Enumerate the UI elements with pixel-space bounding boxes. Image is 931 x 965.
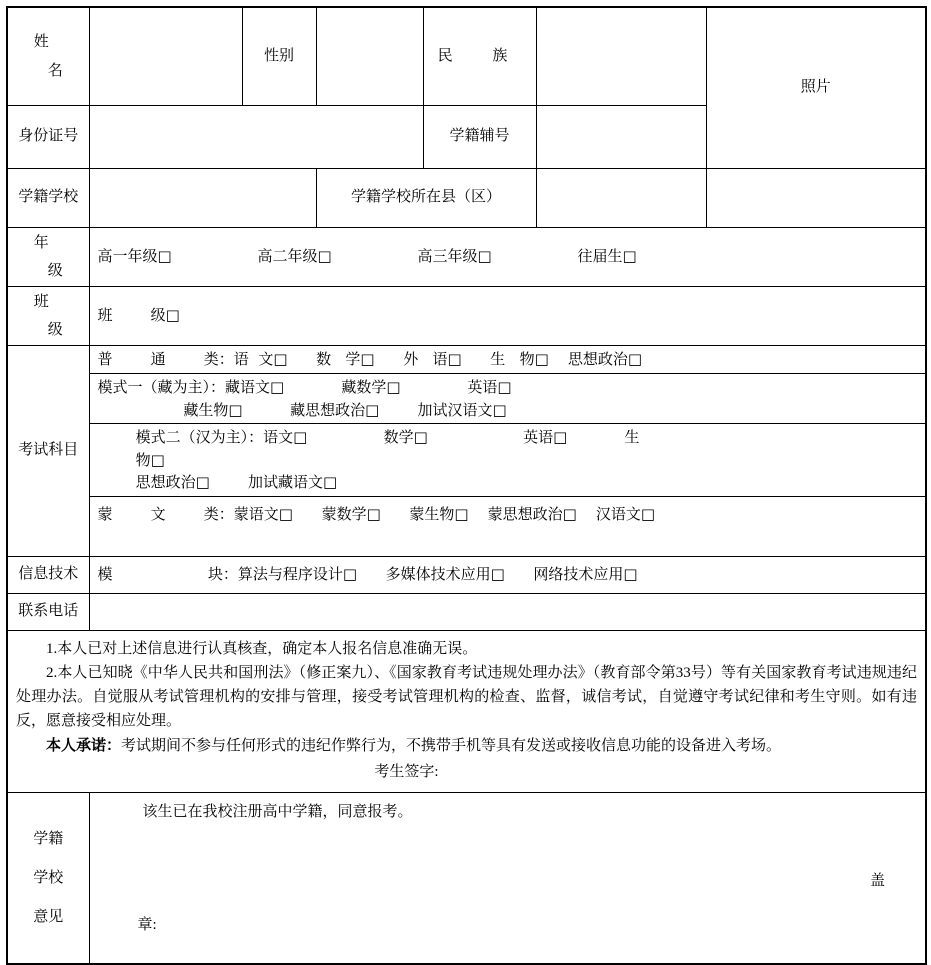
subjects-mode1-line2[interactable]: 藏生物□ 藏思想政治□ 加试汉语文□ xyxy=(97,400,507,419)
row-school-opinion xyxy=(7,793,926,965)
label-infotech: 信息技术 xyxy=(7,556,89,593)
label-ethnicity: 民 族 xyxy=(423,7,536,106)
subjects-general[interactable] xyxy=(89,346,926,374)
row-subjects-general xyxy=(7,346,926,374)
notice-pledge-text: 考试期间不参与任何形式的违纪作弊行为，不携带手机等具有发送或接收信息功能的设备进入考场。 xyxy=(121,737,782,754)
label-school-opinion-line2: 学校 xyxy=(33,869,64,886)
label-school: 学籍学校 xyxy=(7,169,89,228)
label-school-opinion-line3: 意见 xyxy=(33,908,64,925)
row-subjects-mode2 xyxy=(7,424,926,497)
row-class xyxy=(7,287,926,346)
signature-label[interactable]: 考生签字: xyxy=(374,763,439,780)
subjects-mongolian-line[interactable]: 蒙 文 类：蒙语文□ 蒙数学□ 蒙生物□ 蒙思想政治□ 汉语文□ xyxy=(97,504,656,523)
label-name: 姓 名 xyxy=(7,7,89,106)
row-school-county xyxy=(7,169,926,228)
seal-label-part2: 章: xyxy=(137,917,157,934)
photo-spacer xyxy=(706,169,926,228)
row-name-gender-ethnicity xyxy=(7,7,926,106)
grade-options[interactable] xyxy=(89,228,926,287)
field-student-id-value[interactable] xyxy=(536,106,706,169)
label-grade: 年 级 xyxy=(7,228,89,287)
field-county-value[interactable] xyxy=(536,169,706,228)
subjects-general-line[interactable]: 普 通 类：语 文□ 数 学□ 外 语□ 生 物□ 思想政治□ xyxy=(97,349,642,368)
subjects-mode2-line1[interactable]: 模式二（汉为主）：语文□ 数学□ 英语□ 生 xyxy=(97,428,640,446)
field-name-value[interactable] xyxy=(89,7,242,106)
row-phone xyxy=(7,593,926,630)
subjects-mode1-line1[interactable]: 模式一（藏为主）：藏语文□ 藏数学□ 英语□ xyxy=(97,378,512,396)
row-subjects-mode1 xyxy=(7,374,926,424)
class-options[interactable] xyxy=(89,287,926,346)
school-opinion-body[interactable] xyxy=(89,793,926,965)
row-subjects-mongolian xyxy=(7,496,926,556)
notice-pledge xyxy=(16,734,917,758)
label-gender: 性别 xyxy=(242,7,316,106)
row-grade xyxy=(7,228,926,287)
label-student-id: 学籍辅号 xyxy=(423,106,536,169)
subjects-mode2-line2[interactable]: 物□ xyxy=(97,450,165,469)
notice-item-1: 1.本人已对上述信息进行认真核查，确定本人报名信息准确无误。 xyxy=(46,640,478,657)
grade-options-line[interactable]: 高一年级□ 高二年级□ 高三年级□ 往届生□ xyxy=(97,247,637,266)
field-ethnicity-value[interactable] xyxy=(536,7,706,106)
field-school-value[interactable] xyxy=(89,169,316,228)
seal-label-part1: 盖 xyxy=(869,873,885,890)
label-school-opinion-line1: 学籍 xyxy=(33,830,64,847)
notice-block xyxy=(7,630,926,793)
subjects-mode2-line3[interactable]: 思想政治□ 加试藏语文□ xyxy=(97,473,338,491)
notice-text xyxy=(8,631,925,793)
field-id-number-value[interactable] xyxy=(89,106,423,169)
opinion-statement: 该生已在我校注册高中学籍，同意报考。 xyxy=(142,804,413,821)
class-options-line[interactable]: 班 级□ xyxy=(97,306,180,325)
notice-item-2: 2.本人已知晓《中华人民共和国刑法》（修正案九）、《国家教育考试违规处理办法》（教育部令第33号）等有关国家教育考试违规违纪处理办法。自觉服从考试管理机构的安排与管理，接受考试管理机构的检查、监督，诚信考试，自觉遵守考试纪律和考生守则。如有违反，愿意接受相应处理。 xyxy=(16,664,917,730)
subjects-mode1[interactable] xyxy=(89,374,926,424)
label-exam-subjects: 考试科目 xyxy=(7,346,89,557)
photo-placeholder[interactable]: 照片 xyxy=(706,7,926,169)
label-class: 班 级 xyxy=(7,287,89,346)
row-infotech xyxy=(7,556,926,593)
infotech-options-line[interactable]: 模 块：算法与程序设计□ 多媒体技术应用□ 网络技术应用□ xyxy=(97,564,638,583)
subjects-mode2[interactable] xyxy=(89,424,926,497)
label-school-opinion xyxy=(7,793,89,965)
field-gender-value[interactable] xyxy=(316,7,423,106)
subjects-mongolian[interactable] xyxy=(89,496,926,556)
infotech-options[interactable] xyxy=(89,556,926,593)
label-county: 学籍学校所在县（区） xyxy=(316,169,536,228)
field-phone-value[interactable] xyxy=(89,593,926,630)
label-phone: 联系电话 xyxy=(7,593,89,630)
notice-pledge-label: 本人承诺： xyxy=(46,737,122,754)
label-id-number: 身份证号 xyxy=(7,106,89,169)
opinion-content xyxy=(90,793,926,963)
registration-form-table xyxy=(6,6,927,965)
row-notice xyxy=(7,630,926,793)
